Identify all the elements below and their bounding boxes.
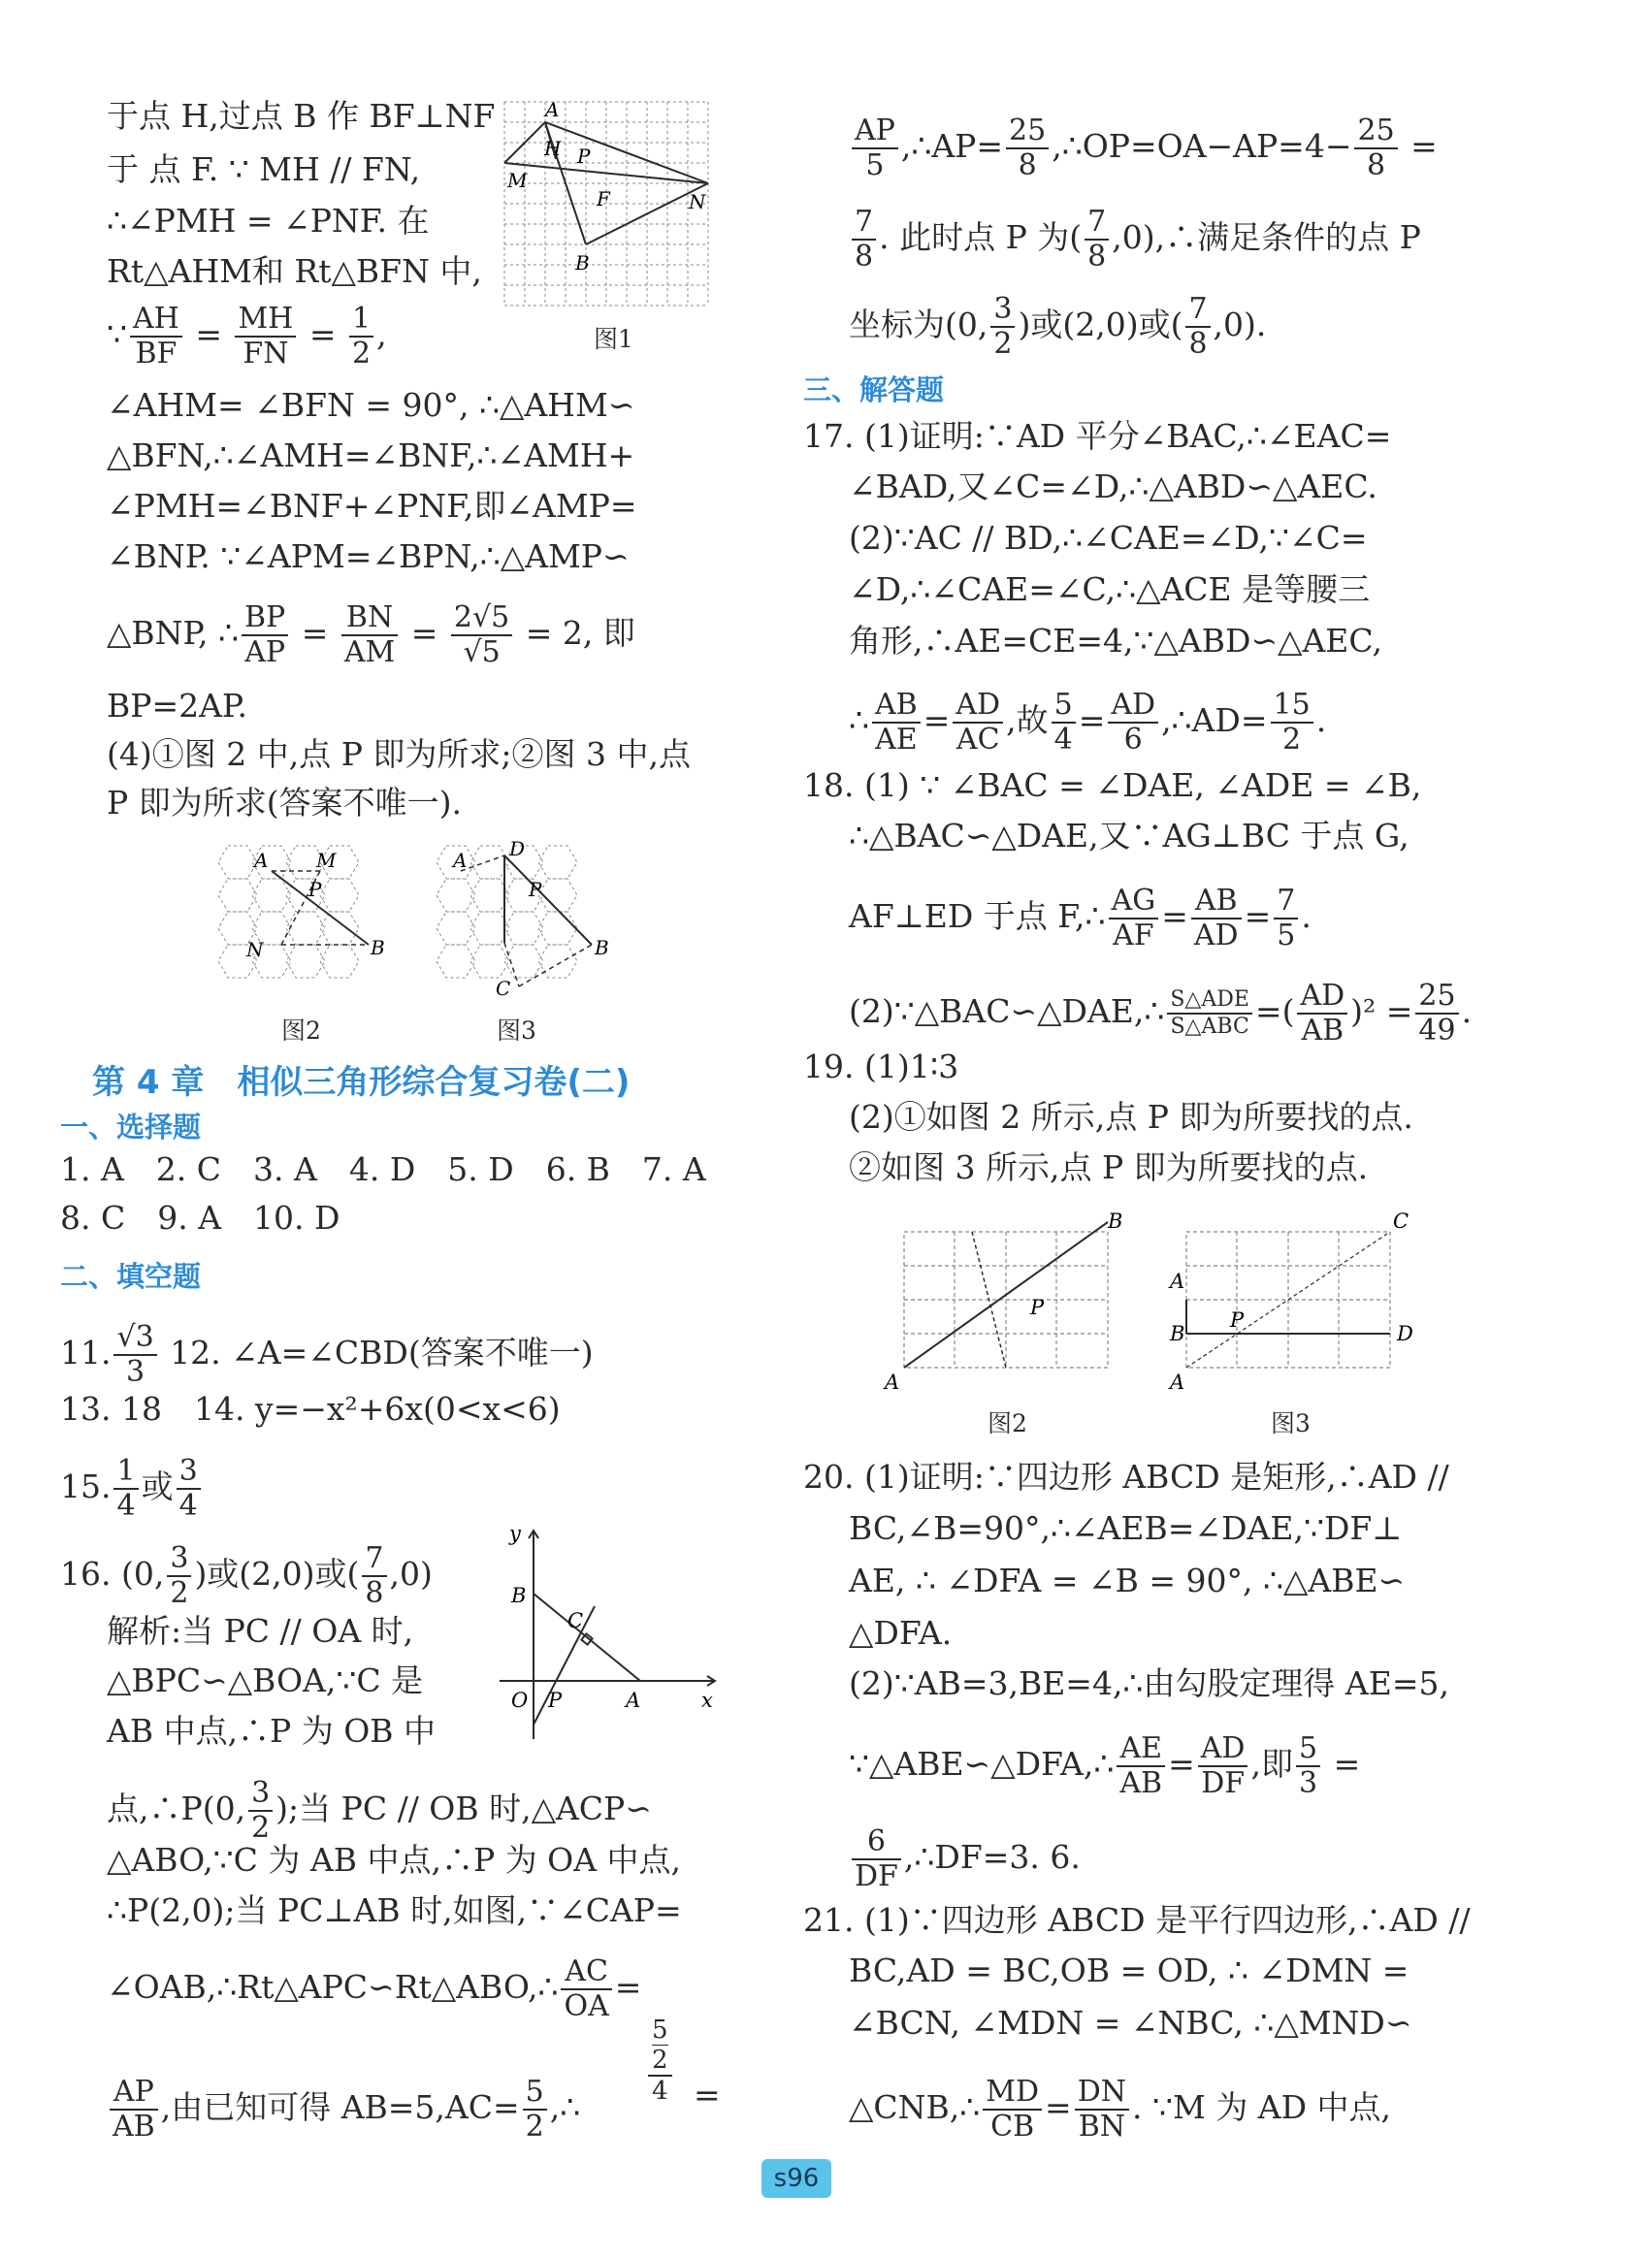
figure-1-caption: 图1 bbox=[594, 325, 633, 353]
formula-line: ∵ $\frac{AH}{BF}$ = $\frac{MH}{FN}$ = $\frac{1}{2}$ , bbox=[107, 302, 387, 371]
label-D: D bbox=[509, 837, 526, 860]
label-B: B bbox=[371, 936, 385, 959]
text-line: ∠BAD,又∠C=∠D,∴△ABD∽△AEC. bbox=[849, 468, 1377, 505]
text-line: ∠D,∴∠CAE=∠C,∴△ACE 是等腰三 bbox=[849, 570, 1371, 608]
chapter-title: 第 4 章 相似三角形综合复习卷(二) bbox=[92, 1063, 631, 1102]
text-line: 18. (1) ∵ ∠BAC = ∠DAE, ∠ADE = ∠B, bbox=[803, 766, 1422, 804]
label-A: A bbox=[453, 849, 468, 872]
label-D: D bbox=[1397, 1322, 1413, 1345]
answer-15: 15. $\frac{1}{4}$ 或 $\frac{3}{4}$ bbox=[60, 1455, 204, 1523]
formula-line: $\frac{7}{8}$ . 此时点 P 为( $\frac{7}{8}$ ,0),∴满足条件的点 P bbox=[849, 206, 1421, 274]
label-C: C bbox=[496, 977, 511, 1000]
text-line: (2)①如图 2 所示,点 P 即为所要找的点. bbox=[849, 1098, 1413, 1136]
figure-3-hex bbox=[422, 836, 609, 1001]
figure-3-caption: 图3 bbox=[497, 1016, 536, 1045]
text-line: 19. (1)1∶3 bbox=[803, 1048, 959, 1085]
text-line: △DFA. bbox=[849, 1614, 953, 1652]
formula-line: 点,∴P(0, $\frac{3}{2}$ );当 PC // OB 时,△ACP∽ bbox=[107, 1776, 652, 1845]
figure-q19-3 bbox=[1162, 1203, 1414, 1392]
text-line: BC,AD = BC,OB = OD, ∴ ∠DMN = bbox=[849, 1952, 1409, 1989]
formula-line: △BNP, ∴ $\frac{BP}{AP}$ = $\frac{BN}{AM}$ = $\frac{2√5}{√5}$ = 2, 即 bbox=[107, 600, 635, 669]
section-heading: 三、解答题 bbox=[803, 373, 945, 406]
text-line: ∴P(2,0);当 PC⊥AB 时,如图,∵∠CAP= bbox=[107, 1891, 682, 1929]
section-heading: 二、填空题 bbox=[60, 1260, 202, 1293]
text-line: △BPC∽△BOA,∵C 是 bbox=[107, 1661, 424, 1699]
label-A2: A bbox=[1170, 1371, 1185, 1394]
section-heading: 一、选择题 bbox=[60, 1111, 202, 1144]
label-N: N bbox=[246, 938, 264, 961]
text-line: ∠BCN, ∠MDN = ∠NBC, ∴△MND∽ bbox=[849, 2004, 1412, 2042]
label-P: P bbox=[1030, 1296, 1045, 1319]
formula-line: ∠OAB,∴Rt△APC∽Rt△ABO,∴ $\frac{AC}{OA}$ = bbox=[107, 1954, 642, 2023]
text-line: ∴△BAC∽△DAE,又∵AG⊥BC 于点 G, bbox=[849, 817, 1409, 855]
text-line: △ABO,∵C 为 AB 中点,∴P 为 OA 中点, bbox=[107, 1841, 682, 1879]
text-line: (4)①图 2 中,点 P 即为所求;②图 3 中,点 bbox=[107, 735, 691, 773]
equals-sign: = bbox=[694, 2076, 721, 2113]
text-line: 角形,∴AE=CE=4,∵△ABD∽△AEC, bbox=[849, 622, 1382, 660]
label-B: B bbox=[1108, 1210, 1123, 1233]
answer-16: 16. (0, $\frac{3}{2}$ )或(2,0)或( $\frac{7}{8}$ ,0) bbox=[60, 1541, 433, 1610]
formula-line: $\frac{AP}{5}$ ,∴AP= $\frac{25}{8}$ ,∴OP=OA−AP=4− $\frac{25}{8}$ = bbox=[849, 114, 1438, 182]
formula-line: ∵△ABE∽△DFA,∴ $\frac{AE}{AB}$ = $\frac{AD}{DF}$ ,即 $\frac{5}{3}$ = bbox=[849, 1731, 1361, 1800]
formula-line: AF⊥ED 于点 F,∴ $\frac{AG}{AF}$ = $\frac{AB}{AD}$ = $\frac{7}{5}$ . bbox=[849, 884, 1312, 952]
text-line: ∴∠PMH = ∠PNF. 在 bbox=[107, 202, 430, 240]
figure-2-caption: 图2 bbox=[281, 1016, 321, 1045]
label-C: C bbox=[567, 1609, 584, 1632]
text-line: ∠BNP. ∵∠APM=∠BPN,∴△AMP∽ bbox=[107, 537, 630, 575]
text-line: BP=2AP. bbox=[107, 687, 247, 725]
label-A: A bbox=[885, 1371, 900, 1394]
label-M: M bbox=[507, 169, 528, 192]
label-P: P bbox=[548, 1689, 563, 1712]
label-B: B bbox=[1170, 1322, 1185, 1345]
text-line: 于 点 F. ∵ MH // FN, bbox=[107, 150, 421, 188]
text-line: 17. (1)证明:∵AD 平分∠BAC,∴∠EAC= bbox=[803, 417, 1392, 455]
label-M: M bbox=[316, 849, 337, 872]
text-line: P 即为所求(答案不唯一). bbox=[107, 784, 462, 822]
text-line: ∠AHM= ∠BFN = 90°, ∴△AHM∽ bbox=[107, 386, 635, 424]
text-line: ∠PMH=∠BNF+∠PNF,即∠AMP= bbox=[107, 487, 637, 525]
text-line: AE, ∴ ∠DFA = ∠B = 90°, ∴△ABE∽ bbox=[849, 1562, 1406, 1599]
figure-q19-3-caption: 图3 bbox=[1271, 1409, 1311, 1437]
formula-line: ∴ $\frac{AB}{AE}$ = $\frac{AD}{AC}$ ,故 $\frac{5}{4}$ = $\frac{AD}{6}$ ,∴AD= $\frac{15}{2}$ . bbox=[849, 688, 1327, 757]
text-line: Rt△AHM和 Rt△BFN 中, bbox=[107, 252, 482, 290]
label-P: P bbox=[529, 878, 542, 901]
label-B: B bbox=[575, 251, 590, 274]
label-O: O bbox=[511, 1689, 529, 1712]
label-C: C bbox=[1393, 1210, 1409, 1233]
figure-q19-2 bbox=[885, 1203, 1137, 1392]
text-line: AB 中点,∴P 为 OB 中 bbox=[107, 1712, 437, 1750]
label-y: y bbox=[509, 1522, 521, 1545]
formula-line: △CNB,∴ $\frac{MD}{CB}$ = $\frac{DN}{BN}$ . ∵M 为 AD 中点, bbox=[849, 2075, 1392, 2144]
label-N: N bbox=[689, 190, 706, 213]
answer-11-12: 11. $\frac{√3}{3}$ 12. ∠A=∠CBD(答案不唯一) bbox=[60, 1320, 594, 1389]
label-A: A bbox=[1170, 1270, 1185, 1293]
figure-1-grid bbox=[500, 97, 713, 310]
label-F: F bbox=[597, 187, 610, 210]
formula-line: (2)∵△BAC∽△DAE,∴ S△ADE S△ABC =( $\frac{AD}{AB}$ )² = $\frac{25}{49}$ . bbox=[849, 979, 1473, 1048]
text-line: 21. (1)∵四边形 ABCD 是平行四边形,∴AD // bbox=[803, 1901, 1471, 1939]
nested-fraction: 5 2 4 bbox=[648, 2016, 672, 2106]
label-A: A bbox=[545, 98, 560, 121]
text-line: BC,∠B=90°,∴∠AEB=∠DAE,∵DF⊥ bbox=[849, 1509, 1403, 1547]
page-number: s96 bbox=[761, 2159, 831, 2198]
text-line: 于点 H,过点 B 作 BF⊥NF bbox=[107, 97, 496, 135]
label-A: A bbox=[626, 1689, 641, 1712]
answer-13-14: 13. 18 14. y=−x²+6x(0<x<6) bbox=[60, 1390, 561, 1428]
text-line: 解析:当 PC // OA 时, bbox=[107, 1612, 414, 1650]
label-B: B bbox=[511, 1584, 527, 1607]
text-line: ②如图 3 所示,点 P 即为所要找的点. bbox=[849, 1148, 1369, 1186]
text-line: 20. (1)证明:∵四边形 ABCD 是矩形,∴AD // bbox=[803, 1458, 1449, 1496]
label-x: x bbox=[701, 1689, 713, 1712]
figure-q16-axes bbox=[490, 1521, 723, 1749]
label-P: P bbox=[1230, 1308, 1245, 1332]
answer-line: 8. C 9. A 10. D bbox=[60, 1199, 340, 1237]
text-line: (2)∵AC // BD,∴∠CAE=∠D,∵∠C= bbox=[849, 519, 1368, 557]
figure-q19-2-caption: 图2 bbox=[988, 1409, 1027, 1437]
text-line: (2)∵AB=3,BE=4,∴由勾股定理得 AE=5, bbox=[849, 1664, 1449, 1702]
formula-line: $\frac{AP}{AB}$ ,由已知可得 AB=5,AC= $\frac{5}{2}$ ,∴ bbox=[107, 2076, 580, 2144]
formula-line: $\frac{6}{DF}$ ,∴DF=3. 6. bbox=[849, 1825, 1081, 1893]
label-P: P bbox=[308, 878, 322, 901]
formula-line: 坐标为(0, $\frac{3}{2}$ )或(2,0)或( $\frac{7}{8}$ ,0). bbox=[849, 292, 1267, 361]
label-P: P bbox=[577, 145, 591, 168]
figure-2-hex bbox=[204, 836, 388, 1001]
label-H: H bbox=[544, 137, 562, 160]
answer-line: 1. A 2. C 3. A 4. D 5. D 6. B 7. A bbox=[60, 1150, 706, 1188]
label-B: B bbox=[595, 936, 609, 959]
text-line: △BFN,∴∠AMH=∠BNF,∴∠AMH+ bbox=[107, 436, 635, 474]
label-A: A bbox=[254, 849, 269, 872]
